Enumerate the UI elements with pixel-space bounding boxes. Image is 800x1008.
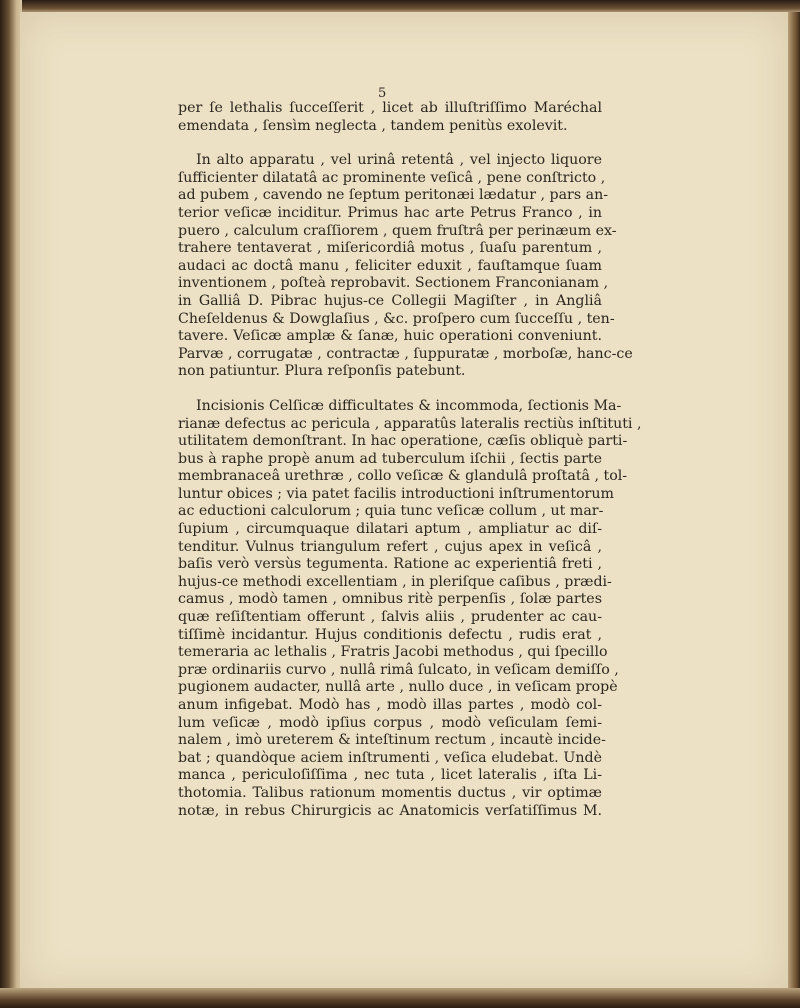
text-line: pugionem audacter, nullâ arte , nullo duce , in veſicam propè <box>178 679 618 696</box>
text-line: emendata , ſensìm neglecta , tandem penitùs exolevit. <box>178 117 568 134</box>
text-line: bus à raphe propè anum ad tuberculum iſchii , ſectis parte <box>178 450 602 467</box>
text-line: tenditur. Vulnus triangulum refert , cujus apex in veſicâ , <box>178 538 602 555</box>
text-line: tiſſimè incidantur. Hujus conditionis defectu , rudis erat , <box>178 626 602 643</box>
book-binding-bottom <box>0 988 800 1008</box>
text-line: hujus-ce methodi excellentiam , in pleriſque caſibus , prædi- <box>178 573 612 590</box>
text-line: puero , calculum craſſiorem , quem fruſtrâ per perinæum ex- <box>178 222 617 239</box>
text-line: ac eductioni calculorum ; quia tunc veſicæ collum , ut mar- <box>178 503 604 520</box>
text-line: rianæ defectus ac pericula , apparatûs lateralis rectiùs inſtituti , <box>178 415 642 432</box>
text-line: ſufficienter dilatatâ ac prominente veſicâ , pene conſtricto , <box>178 169 606 186</box>
text-line: thotomia. Talibus rationum momentis ductus , vir optimæ <box>178 784 602 801</box>
paragraph-gap <box>178 135 602 152</box>
text-line: nalem , imò ureterem & inteſtinum rectum , incautè incide- <box>178 732 606 749</box>
text-line: per ſe lethalis ſucceſſerit , licet ab illuſtriſſimo Maréchal <box>178 100 602 116</box>
text-line: luntur obices ; via patet facilis introductioni inſtrumentorum <box>178 485 614 502</box>
text-line: lum veſicæ , modò ipſius corpus , modò veſiculam ſemi- <box>178 714 602 731</box>
text-line: ad pubem , cavendo ne ſeptum peritonæi lædatur , pars an- <box>178 187 609 204</box>
text-line: Parvæ , corrugatæ , contractæ , ſuppuratæ , morboſæ, hanc-ce <box>178 345 633 362</box>
text-line: notæ, in rebus Chirurgicis ac Anatomicis verſatiſſimus M. <box>178 802 602 819</box>
book-binding-left <box>0 0 22 1008</box>
text-line: camus , modò tamen , omnibus ritè perpenſis , ſolæ partes <box>178 591 602 608</box>
text-line: trahere tentaverat , miſericordiâ motus , ſuaſu parentum , <box>178 240 602 257</box>
page-edge-right <box>788 12 800 990</box>
text-line: bat ; quandòque aciem inſtrumenti , veſica eludebat. Undè <box>178 749 602 766</box>
text-line: Incisionis Celſicæ difficultates & incommoda, ſectionis Ma- <box>196 397 622 414</box>
text-line: in Galliâ D. Pibrac hujus-ce Collegii Magiſter , in Angliâ <box>178 292 602 309</box>
text-line: baſis verò versùs tegumenta. Ratione ac experientiâ freti , <box>178 556 602 573</box>
paragraph-gap <box>178 381 602 398</box>
text-line: terior veſicæ inciditur. Primus hac arte Petrus Franco , in <box>178 204 602 221</box>
text-line: non patiuntur. Plura reſponſis patebunt. <box>178 363 466 380</box>
text-line: præ ordinariis curvo , nullâ rimâ ſulcato, in veſicam demiſſo , <box>178 661 619 678</box>
text-line: tavere. Veſicæ amplæ & ſanæ, huic operationi conveniunt. <box>178 328 602 345</box>
text-line: Cheſeldenus & Dowglaſius , &c. proſpero cum ſucceſſu , ten- <box>178 310 615 327</box>
text-line: utilitatem demonſtrant. In hac operatione, cæſis obliquè parti- <box>178 433 628 450</box>
text-line: anum infigebat. Modò has , modò illas partes , modò col- <box>178 697 602 713</box>
latin-text-block <box>178 100 642 820</box>
page-number: 5 <box>378 86 387 101</box>
text-line: manca , periculoſiſſima , nec tuta , licet lateralis , iſta Li- <box>178 767 602 784</box>
text-line: inventionem , poſteà reprobavit. Sectionem Franconianam , <box>178 275 609 292</box>
text-line: In alto apparatu , vel urinâ retentâ , vel injecto liquore <box>196 152 602 169</box>
text-line: quæ reſiſtentiam offerunt , ſalvis aliis , prudenter ac cau- <box>178 609 602 626</box>
text-line: audaci ac doctâ manu , feliciter eduxit , fauſtamque ſuam <box>178 257 602 274</box>
text-line: ſupium , circumquaque dilatari aptum , ampliatur ac diſ- <box>178 521 602 538</box>
text-line: temeraria ac lethalis , Fratris Jacobi methodus , qui ſpecillo <box>178 644 608 661</box>
text-line: membranaceâ urethræ , collo veſicæ & glandulâ proſtatâ , tol- <box>178 468 628 485</box>
